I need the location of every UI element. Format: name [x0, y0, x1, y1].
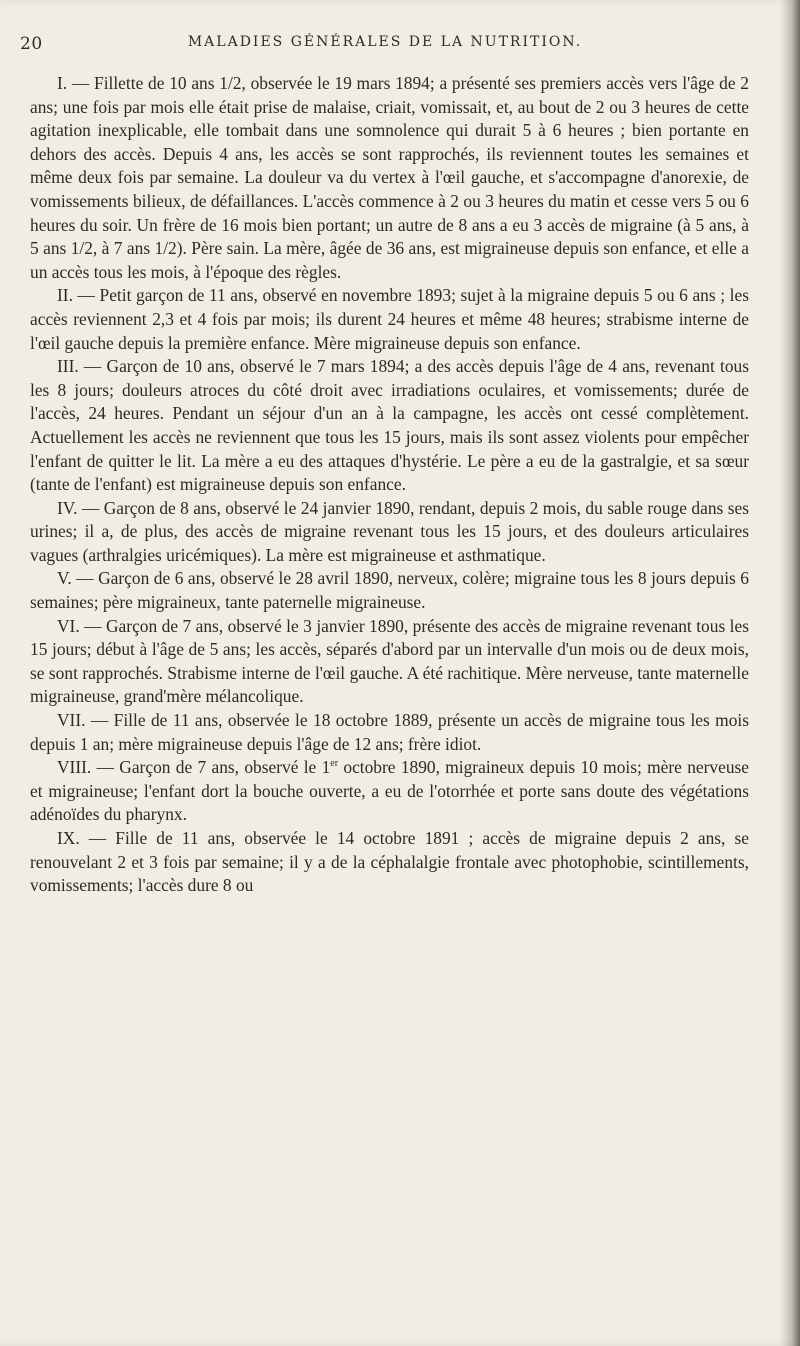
case-paragraph-1: I. — Fillette de 10 ans 1/2, observée le 19 mars 1894; a présenté ses premiers accès vers l'âge de 2 ans; une fois par mois elle était prise de malaise, criait, vomissait, et, au bout de 2 ou 3 heures de cette agitation inexplicable, elle tombait dans une somnolence qui durait 5 à 6 heures ; bien portante en dehors des accès. Depuis 4 ans, les accès se sont rapprochés, ils reviennent toutes les semaines et même deux fois par semaine. La douleur va du vertex à l'œil gauche, et s'accompagne d'anorexie, de vomissements bilieux, de défaillances. L'accès commence à 2 ou 3 heures du matin et cesse vers 5 ou 6 heures du soir. Un frère de 16 mois bien portant; un autre de 8 ans a eu 3 accès de migraine (à 5 ans, à 5 ans 1/2, à 7 ans 1/2). Père sain. La mère, âgée de 36 ans, est migraineuse depuis son enfance, et elle a un accès tous les mois, à l'époque des règles. — [30, 73, 749, 282]
body-text — [30, 72, 749, 898]
case-paragraph-5: V. — Garçon de 6 ans, observé le 28 avril 1890, nerveux, colère; migraine tous les 8 jours depuis 6 semaines; père migraineux, tante paternelle migraineuse. — [30, 568, 749, 613]
case-paragraph-2: II. — Petit garçon de 11 ans, observé en novembre 1893; sujet à la migraine depuis 5 ou 6 ans ; les accès reviennent 2,3 et 4 fois par mois; ils durent 24 heures et même 48 heures; strabisme interne de l'œil gauche depuis la première enfance. Mère migraineuse depuis son enfance. — [30, 285, 749, 353]
case-8-text-end: octobre 1890, migraineux depuis 10 mois; mère nerveuse et migraineuse; l'enfant dort la bouche ouverte, a eu de l'otorrhée et porte sans doute des végétations adénoïdes du pharynx. — [30, 757, 749, 825]
page-edge-shadow — [780, 0, 800, 1346]
case-paragraph-7: VII. — Fille de 11 ans, observée le 18 octobre 1889, présente un accès de migraine tous les mois depuis 1 an; mère migraineuse depuis l'âge de 12 ans; frère idiot. — [30, 710, 749, 754]
case-paragraph-3: III. — Garçon de 10 ans, observé le 7 mars 1894; a des accès depuis l'âge de 4 ans, revenant tous les 8 jours; douleurs atroces du côté droit avec irradiations oculaires, et vomissements; durée de l'accès, 24 heures. Pendant un séjour d'un an à la campagne, les accès ont cessé complètement. Actuellement les accès ne reviennent que tous les 15 jours, mais ils sont assez violents pour empêcher l'enfant de quitter le lit. La mère a eu des attaques d'hystérie. Le père a eu de la gastralgie, et sa sœur (tante de l'enfant) est migraineuse depuis son enfance. — [30, 356, 749, 495]
case-paragraph-4: IV. — Garçon de 8 ans, observé le 24 janvier 1890, rendant, depuis 2 mois, du sable rouge dans ses urines; il a, de plus, des accès de migraine revenant tous les 15 jours, et des douleurs articulaires vagues (arthralgies uricémiques). La mère est migraineuse et asthmatique. — [30, 497, 749, 565]
case-paragraph-8 — [30, 756, 749, 827]
case-paragraph-9: IX. — Fille de 11 ans, observée le 14 octobre 1891 ; accès de migraine depuis 2 ans, se renouvelant 2 et 3 fois par semaine; il y a de la céphalalgie frontale avec photophobie, scintillements, vomissements; l'accès dure 8 ou — [30, 828, 749, 896]
running-title: MALADIES GÉNÉRALES DE LA NUTRITION. — [187, 34, 583, 50]
case-paragraph-6: VI. — Garçon de 7 ans, observé le 3 janvier 1890, présente des accès de migraine revenant tous les 15 jours; début à l'âge de 5 ans; les accès, séparés d'abord par un intervalle d'un mois ou de deux mois, se sont rapprochés. Strabisme interne de l'œil gauche. A été rachitique. Mère nerveuse, tante maternelle migraineuse, grand'mère mélancolique. — [30, 615, 749, 707]
case-8-superscript: er — [330, 758, 339, 770]
page-header — [20, 34, 750, 58]
case-8-text-start: VIII. — Garçon de 7 ans, observé le 1 — [57, 757, 331, 778]
page-number: 20 — [20, 34, 43, 54]
